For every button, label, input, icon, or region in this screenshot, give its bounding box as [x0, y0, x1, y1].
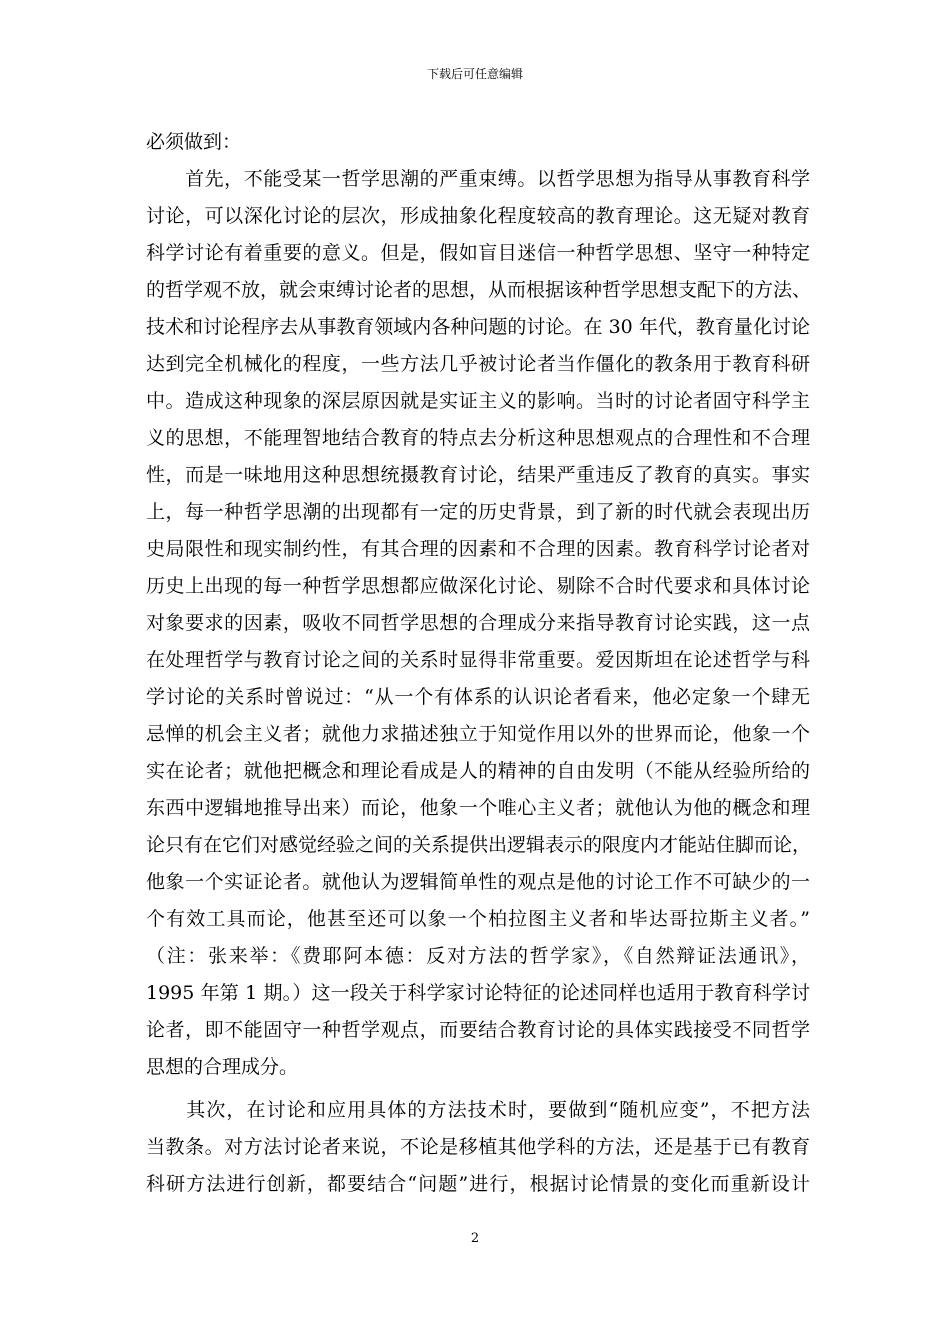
text-line: 学讨论的关系时曾说过：“从一个有体系的认识论者看来，他必定象一个肆无	[146, 686, 810, 708]
text-line: 性，而是一味地用这种思想统摄教育讨论，结果严重违反了教育的真实。事实	[146, 464, 810, 486]
text-line: 的哲学观不放，就会束缚讨论者的思想，从而根据该种哲学思想支配下的方法、	[146, 279, 812, 301]
text-line: 论者，即不能固守一种哲学观点，而要结合教育讨论的具体实践接受不同哲学	[146, 1019, 810, 1041]
text-line: 科学讨论有着重要的意义。但是，假如盲目迷信一种哲学思想、坚守一种特定	[146, 242, 810, 264]
text-line: 技术和讨论程序去从事教育领域内各种问题的讨论。在 30 年代，教育量化讨论	[146, 316, 810, 338]
text-line: 思想的合理成分。	[146, 1056, 299, 1078]
text-line: 实在论者；就他把概念和理论看成是人的精神的自由发明（不能从经验所给的	[146, 760, 810, 782]
text-line: 义的思想，不能理智地结合教育的特点去分析这种思想观点的合理性和不合理	[146, 427, 810, 449]
text-line: 个有效工具而论，他甚至还可以象一个柏拉图主义者和毕达哥拉斯主义者。”	[146, 908, 810, 930]
text-line: （注：张来举：《费耶阿本德：反对方法的哲学家》，《自然辩证法通讯》，	[146, 945, 810, 967]
text-line: 必须做到：	[146, 131, 242, 153]
page-header: 下载后可任意编辑	[426, 67, 523, 81]
text-line: 史局限性和现实制约性，有其合理的因素和不合理的因素。教育科学讨论者对	[146, 538, 810, 560]
text-line: 对象要求的因素，吸收不同哲学思想的合理成分来指导教育讨论实践，这一点	[146, 612, 810, 634]
text-line: 1995 年第 1 期。）这一段关于科学家讨论特征的论述同样也适用于教育科学讨	[146, 982, 810, 1004]
text-line: 达到完全机械化的程度，一些方法几乎被讨论者当作僵化的教条用于教育科研	[146, 353, 810, 375]
text-line: 中。造成这种现象的深层原因就是实证主义的影响。当时的讨论者固守科学主	[146, 390, 810, 412]
paragraph-second	[146, 1092, 810, 1203]
text-line: 首先，不能受某一哲学思潮的严重束缚。以哲学思想为指导从事教育科学	[146, 168, 810, 190]
text-line: 上，每一种哲学思潮的出现都有一定的历史背景，到了新的时代就会表现出历	[146, 501, 810, 523]
text-line: 东西中逻辑地推导出来）而论，他象一个唯心主义者；就他认为他的概念和理	[146, 797, 810, 819]
text-line: 当教条。对方法讨论者来说，不论是移植其他学科的方法，还是基于已有教育	[146, 1136, 810, 1158]
text-line: 在处理哲学与教育讨论之间的关系时显得非常重要。爱因斯坦在论述哲学与科	[146, 649, 810, 671]
text-line: 讨论，可以深化讨论的层次，形成抽象化程度较高的教育理论。这无疑对教育	[146, 205, 810, 227]
text-line: 他象一个实证论者。就他认为逻辑简单性的观点是他的讨论工作不可缺少的一	[146, 871, 810, 893]
text-line: 论只有在它们对感觉经验之间的关系提供出逻辑表示的限度内才能站住脚而论，	[146, 834, 812, 856]
text-line: 历史上出现的每一种哲学思想都应做深化讨论、剔除不合时代要求和具体讨论	[146, 575, 810, 597]
document-body	[146, 124, 810, 1203]
paragraph-first	[146, 161, 810, 1086]
text-line: 其次，在讨论和应用具体的方法技术时，要做到“随机应变”，不把方法	[146, 1099, 810, 1121]
text-line: 忌惮的机会主义者；就他力求描述独立于知觉作用以外的世界而论，他象一个	[146, 723, 810, 745]
page-number: 2	[470, 1231, 480, 1246]
text-line: 科研方法进行创新，都要结合“问题”进行，根据讨论情景的变化而重新设计	[146, 1173, 810, 1195]
paragraph-intro	[146, 124, 810, 161]
